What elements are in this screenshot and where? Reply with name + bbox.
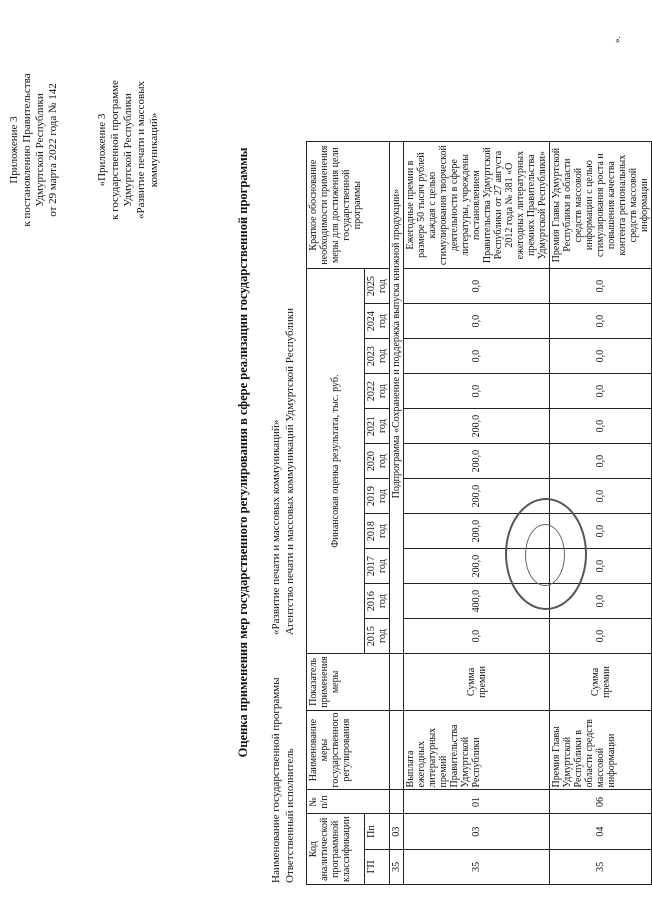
row-pp: 04 — [550, 814, 652, 849]
header-year: 2017 год — [365, 549, 390, 584]
row-value: 0,0 — [550, 584, 652, 619]
row-gp: 35 — [550, 849, 652, 884]
header-year: 2015 год — [365, 619, 390, 654]
subprogram-label: Подпрограмма «Сохранение и поддержка выпуска книжной продукции» — [390, 142, 404, 654]
row-value: 200,0 — [404, 444, 550, 479]
header-year: 2023 год — [365, 339, 390, 374]
appendix-old-line1: «Приложение 3 — [96, 113, 108, 187]
appendix-old-line2: к государственной программе — [109, 80, 121, 220]
row-value: 200,0 — [404, 409, 550, 444]
row-value: 0,0 — [550, 514, 652, 549]
header-name: Наименование меры государственного регулирования — [307, 710, 390, 790]
row-value: 0,0 — [404, 339, 550, 374]
executor-label: Ответственный исполнитель — [284, 748, 296, 883]
row-gp: 35 — [404, 849, 550, 884]
row-value: 0,0 — [550, 444, 652, 479]
program-label: Наименование государственной программы — [270, 677, 282, 883]
header-year: 2025 год — [365, 269, 390, 304]
header-justification: Краткое обоснование необходимости применения меры для достижения цели государственной программы — [307, 142, 390, 269]
closing-mark: ». — [612, 36, 622, 43]
row-value: 0,0 — [404, 304, 550, 339]
row-value: 0,0 — [550, 374, 652, 409]
header-indicator: Показатель применения меры — [307, 654, 390, 711]
row-value: 200,0 — [404, 514, 550, 549]
appendix-new — [8, 20, 60, 280]
header-year: 2021 год — [365, 409, 390, 444]
executor-value: Агентство печати и массовых коммуникаций Удмуртской Республики — [284, 308, 296, 635]
subprogram-gp: 35 — [390, 849, 404, 884]
row-name: Выплата ежегодных литературных премий Правительства Удмуртской Республики — [404, 710, 550, 790]
row-num: 01 — [404, 790, 550, 814]
appendix-old-line3: Удмуртской Республики — [122, 93, 134, 207]
appendix-old — [96, 20, 161, 280]
page-title: Оценка применения мер государственного регулирования в сфере реализации государственной программы — [236, 147, 250, 758]
row-value: 0,0 — [550, 304, 652, 339]
row-value: 0,0 — [550, 269, 652, 304]
row-value: 0,0 — [550, 409, 652, 444]
row-num: 06 — [550, 790, 652, 814]
header-year: 2024 год — [365, 304, 390, 339]
header-gp: ГП — [365, 849, 390, 884]
row-value: 400,0 — [404, 584, 550, 619]
header-year: 2022 год — [365, 374, 390, 409]
row-value: 0,0 — [550, 619, 652, 654]
row-value: 0,0 — [404, 619, 550, 654]
row-value: 200,0 — [404, 549, 550, 584]
row-indicator: Сумма премии — [404, 654, 550, 711]
row-value: 0,0 — [404, 374, 550, 409]
row-value: 200,0 — [404, 479, 550, 514]
measures-table — [306, 141, 652, 885]
header-year: 2016 год — [365, 584, 390, 619]
row-value: 0,0 — [550, 479, 652, 514]
row-justification: Премия Главы Удмуртской Республики в области средств массовой информации с целью стимулирования роста и повышения качества контента региональных средств массовой информации — [550, 142, 652, 269]
row-value: 0,0 — [550, 549, 652, 584]
header-year: 2020 год — [365, 444, 390, 479]
subprogram-pp: 03 — [390, 814, 404, 849]
row-pp: 03 — [404, 814, 550, 849]
appendix-new-line3: Удмуртской Республики — [34, 93, 46, 207]
header-num: № п/п — [307, 790, 390, 814]
appendix-new-line4: от 29 марта 2022 года № 142 — [47, 83, 59, 217]
row-justification: Ежегодные премии в размере 50 тысяч рублей каждая с целью стимулирования творческой деятельности в сфере литературы, учреждены постановлением Правительства Удмуртской Республики от 27 августа 2012 года № 381 «О ежегодных литературных премиях Правительства Удмуртской Республики» — [404, 142, 550, 269]
subprogram-row — [390, 142, 404, 885]
header-year: 2019 год — [365, 479, 390, 514]
row-indicator: Сумма премии — [550, 654, 652, 711]
row-value: 0,0 — [550, 339, 652, 374]
header-finance: Финансовая оценка результата, тыс. руб. — [307, 269, 365, 654]
appendix-new-line2: к постановлению Правительства — [21, 73, 33, 227]
header-pp: Пп — [365, 814, 390, 849]
seal-stamp-icon — [505, 498, 587, 610]
appendix-old-line4: «Развитие печати и массовых — [135, 80, 147, 220]
appendix-new-line1: Приложение 3 — [8, 116, 20, 184]
header-code: Код аналитической программной классификации — [307, 814, 365, 885]
row-name: Премия Главы Удмуртской Республики в области средств массовой информации — [550, 710, 652, 790]
program-value: «Развитие печати и массовых коммуникаций» — [270, 419, 282, 635]
row-value: 0,0 — [404, 269, 550, 304]
header-year: 2018 год — [365, 514, 390, 549]
appendix-old-line5: коммуникаций» — [148, 112, 160, 188]
